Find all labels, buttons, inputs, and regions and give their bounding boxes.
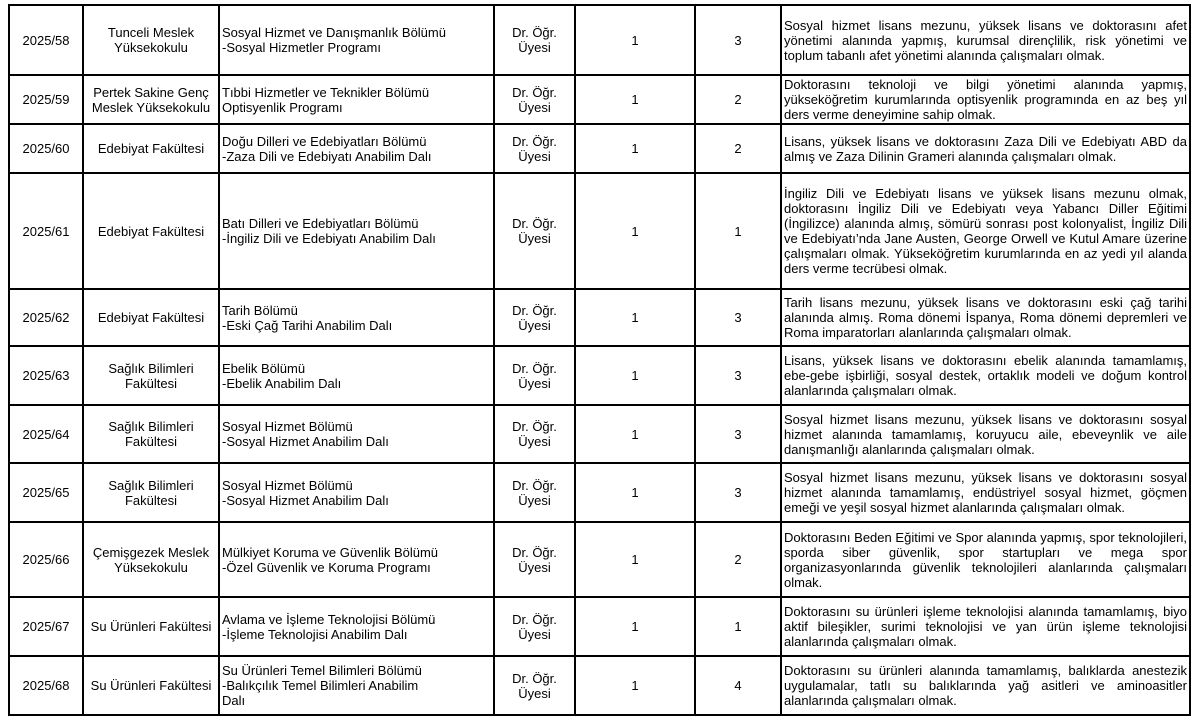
position-count: 1 (575, 463, 695, 522)
requirements (781, 124, 1190, 173)
department-line: Mülkiyet Koruma ve Güvenlik Bölümü (222, 544, 439, 560)
academic-unit: Edebiyat Fakültesi (83, 173, 219, 289)
position-count: 1 (575, 522, 695, 597)
table-body (9, 5, 1190, 715)
position-level: 3 (695, 346, 781, 405)
department-line: Optisyenlik Programı (222, 99, 343, 115)
department-program (219, 597, 494, 656)
position-count: 1 (575, 75, 695, 124)
staff-title: Dr. Öğr. Üyesi (494, 173, 575, 289)
table-row (9, 5, 1190, 75)
department-line: -Sosyal Hizmet Anabilim Dalı (222, 434, 389, 449)
department-program (219, 656, 494, 715)
department-line: -Sosyal Hizmetler Programı (222, 40, 381, 55)
requirements (781, 405, 1190, 463)
department-line: -İngiliz Dili ve Edebiyatı Anabilim Dalı (222, 231, 436, 246)
requirements (781, 289, 1190, 346)
department-line: Sosyal Hizmet ve Danışmanlık Bölümü (222, 25, 446, 40)
department-program (219, 346, 494, 405)
table-row (9, 289, 1190, 346)
staff-title: Dr. Öğr. Üyesi (494, 5, 575, 75)
position-level: 3 (695, 405, 781, 463)
department-line: Dalı (222, 693, 246, 708)
table-row (9, 75, 1190, 124)
announcement-number: 2025/62 (9, 289, 83, 346)
requirements (781, 463, 1190, 522)
department-line: Sosyal Hizmet Bölümü (222, 419, 353, 434)
position-count: 1 (575, 405, 695, 463)
requirements (781, 346, 1190, 405)
academic-unit: Edebiyat Fakültesi (83, 124, 219, 173)
academic-unit: Sağlık Bilimleri Fakültesi (83, 405, 219, 463)
position-count: 1 (575, 346, 695, 405)
department-line: Ebelik Bölümü (222, 360, 306, 376)
academic-unit: Sağlık Bilimleri Fakültesi (83, 463, 219, 522)
department-line: Doğu Dilleri ve Edebiyatları Bölümü (222, 133, 427, 149)
position-level: 1 (695, 173, 781, 289)
position-count: 1 (575, 5, 695, 75)
positions-table (8, 4, 1191, 716)
requirements-text: Doktorasını su ürünleri işleme teknolojisi alanında tamamlamış, biyo aktif bileşikler, surimi teknolojisi ve yan ürün işleme teknolojisi alanlarında çalışmaları olmak. (784, 604, 1187, 649)
announcement-number: 2025/60 (9, 124, 83, 173)
academic-unit: Su Ürünleri Fakültesi (83, 597, 219, 656)
requirements-text: Doktorasını teknoloji ve bilgi yönetimi alanında yapmış, yükseköğretim kurumlarında optisyenlik programında en az beş yıl ders verme deneyimine sahip olmak. (784, 77, 1187, 122)
announcement-number: 2025/64 (9, 405, 83, 463)
requirements (781, 75, 1190, 124)
requirements-text: Sosyal hizmet lisans mezunu, yüksek lisans ve doktorasını sosyal hizmet alanında tamamlamış, koruyucu aile, ebeveynlik ve aile danışmanlığı alanlarında çalışmaları olmak. (784, 411, 1187, 457)
requirements (781, 597, 1190, 656)
department-line: -İşleme Teknolojisi Anabilim Dalı (222, 626, 408, 642)
department-line: -Sosyal Hizmet Anabilim Dalı (222, 492, 389, 508)
requirements (781, 5, 1190, 75)
table-row (9, 463, 1190, 522)
position-level: 3 (695, 289, 781, 346)
department-program (219, 173, 494, 289)
department-program (219, 522, 494, 597)
requirements (781, 173, 1190, 289)
academic-unit: Sağlık Bilimleri Fakültesi (83, 346, 219, 405)
department-line: Su Ürünleri Temel Bilimleri Bölümü (222, 663, 422, 678)
position-level: 3 (695, 463, 781, 522)
department-program (219, 405, 494, 463)
academic-unit: Tunceli Meslek Yüksekokulu (83, 5, 219, 75)
staff-title: Dr. Öğr. Üyesi (494, 522, 575, 597)
department-line: Tıbbi Hizmetler ve Teknikler Bölümü (222, 84, 430, 100)
requirements-text: Tarih lisans mezunu, yüksek lisans ve doktorasını eski çağ tarihi alanında almış. Roma dönemi İspanya, Roma dönemi depremleri ve Roma imparatorları alanlarında çalışmaları olmak. (784, 295, 1187, 340)
requirements-text: Lisans, yüksek lisans ve doktorasını Zaza Dili ve Edebiyatı ABD da almış ve Zaza Dilinin Grameri alanında çalışmaları olmak. (784, 133, 1187, 164)
announcement-number: 2025/65 (9, 463, 83, 522)
requirements (781, 522, 1190, 597)
academic-unit: Çemişgezek Meslek Yüksekokulu (83, 522, 219, 597)
table-row (9, 656, 1190, 715)
department-program (219, 289, 494, 346)
requirements-text: Doktorasını Beden Eğitimi ve Spor alanında yapmış, spor teknolojileri, sporda siber güvenlik, spor startupları ve mega spor organizasyonlarında güvenlik teknolojileri alanlarında çalışmaları olmak. (784, 529, 1187, 590)
position-count: 1 (575, 124, 695, 173)
position-level: 3 (695, 5, 781, 75)
department-line: -Eski Çağ Tarihi Anabilim Dalı (222, 317, 393, 333)
department-line: -Zaza Dili ve Edebiyatı Anabilim Dalı (222, 148, 432, 164)
requirements-text: Doktorasını su ürünleri alanında tamamlamış, balıklarda anestezik uygulamalar, tatlı su balıklarında yağ asitleri ve aminoasitler alanlarında çalışmaları olmak. (784, 663, 1187, 708)
department-line: Avlama ve İşleme Teknolojisi Bölümü (222, 611, 436, 627)
requirements-text: Lisans, yüksek lisans ve doktorasını ebelik alanında tamamlamış, ebe-gebe işbirliği, sosyal destek, ortaklık modeli ve doğum kontrol alanlarında çalışmaları olmak. (784, 353, 1187, 398)
department-program (219, 463, 494, 522)
staff-title: Dr. Öğr. Üyesi (494, 597, 575, 656)
announcement-number: 2025/67 (9, 597, 83, 656)
announcement-number: 2025/59 (9, 75, 83, 124)
position-level: 2 (695, 124, 781, 173)
staff-title: Dr. Öğr. Üyesi (494, 124, 575, 173)
staff-title: Dr. Öğr. Üyesi (494, 289, 575, 346)
announcement-number: 2025/61 (9, 173, 83, 289)
department-program (219, 75, 494, 124)
staff-title: Dr. Öğr. Üyesi (494, 405, 575, 463)
requirements (781, 656, 1190, 715)
position-level: 2 (695, 75, 781, 124)
department-line: Sosyal Hizmet Bölümü (222, 477, 353, 493)
position-count: 1 (575, 656, 695, 715)
staff-title: Dr. Öğr. Üyesi (494, 656, 575, 715)
announcement-number: 2025/63 (9, 346, 83, 405)
staff-title: Dr. Öğr. Üyesi (494, 346, 575, 405)
department-line: Batı Dilleri ve Edebiyatları Bölümü (222, 216, 419, 231)
position-count: 1 (575, 289, 695, 346)
requirements-text: İngiliz Dili ve Edebiyatı lisans ve yüksek lisans mezunu olmak, doktorasını İngiliz Dili ve Edebiyatı veya Yabancı Diller Eğitimi (İngilizce) alanında almış, sömürü sonrası post kolonyalist, İngiliz Dili ve Edebiyatı’nda Jane Austen, George Orwell ve Kutul Amare üzerine çalışmaları olmak. Yükseköğretim kurumlarında en az yedi yıl alanda ders verme tecrübesi olmak. (784, 186, 1187, 276)
position-level: 2 (695, 522, 781, 597)
department-program (219, 124, 494, 173)
department-line: Tarih Bölümü (222, 302, 298, 318)
table-row (9, 173, 1190, 289)
staff-title: Dr. Öğr. Üyesi (494, 463, 575, 522)
position-level: 1 (695, 597, 781, 656)
academic-unit: Su Ürünleri Fakültesi (83, 656, 219, 715)
academic-unit: Edebiyat Fakültesi (83, 289, 219, 346)
table-row (9, 597, 1190, 656)
department-line: -Balıkçılık Temel Bilimleri Anabilim (222, 678, 419, 693)
table-row (9, 346, 1190, 405)
table-row (9, 124, 1190, 173)
position-level: 4 (695, 656, 781, 715)
staff-title: Dr. Öğr. Üyesi (494, 75, 575, 124)
announcement-number: 2025/68 (9, 656, 83, 715)
announcement-number: 2025/66 (9, 522, 83, 597)
requirements-text: Sosyal hizmet lisans mezunu, yüksek lisans ve doktorasını sosyal hizmet alanında tamamlamış, endüstriyel sosyal hizmet, göçmen emeği ve yeşil sosyal hizmet alanlarında çalışmaları olmak. (784, 470, 1187, 515)
table-row (9, 522, 1190, 597)
announcement-number: 2025/58 (9, 5, 83, 75)
department-program (219, 5, 494, 75)
department-line: -Ebelik Anabilim Dalı (222, 375, 342, 391)
academic-unit: Pertek Sakine Genç Meslek Yüksekokulu (83, 75, 219, 124)
position-count: 1 (575, 597, 695, 656)
table-row (9, 405, 1190, 463)
requirements-text: Sosyal hizmet lisans mezunu, yüksek lisans ve doktorasını afet yönetimi alanında yapmış, kurumsal dirençlilik, risk yönetimi ve toplum tabanlı afet yönetimi alanında çalışmaları olmak. (784, 17, 1187, 63)
department-line: -Özel Güvenlik ve Koruma Programı (222, 559, 431, 575)
position-count: 1 (575, 173, 695, 289)
